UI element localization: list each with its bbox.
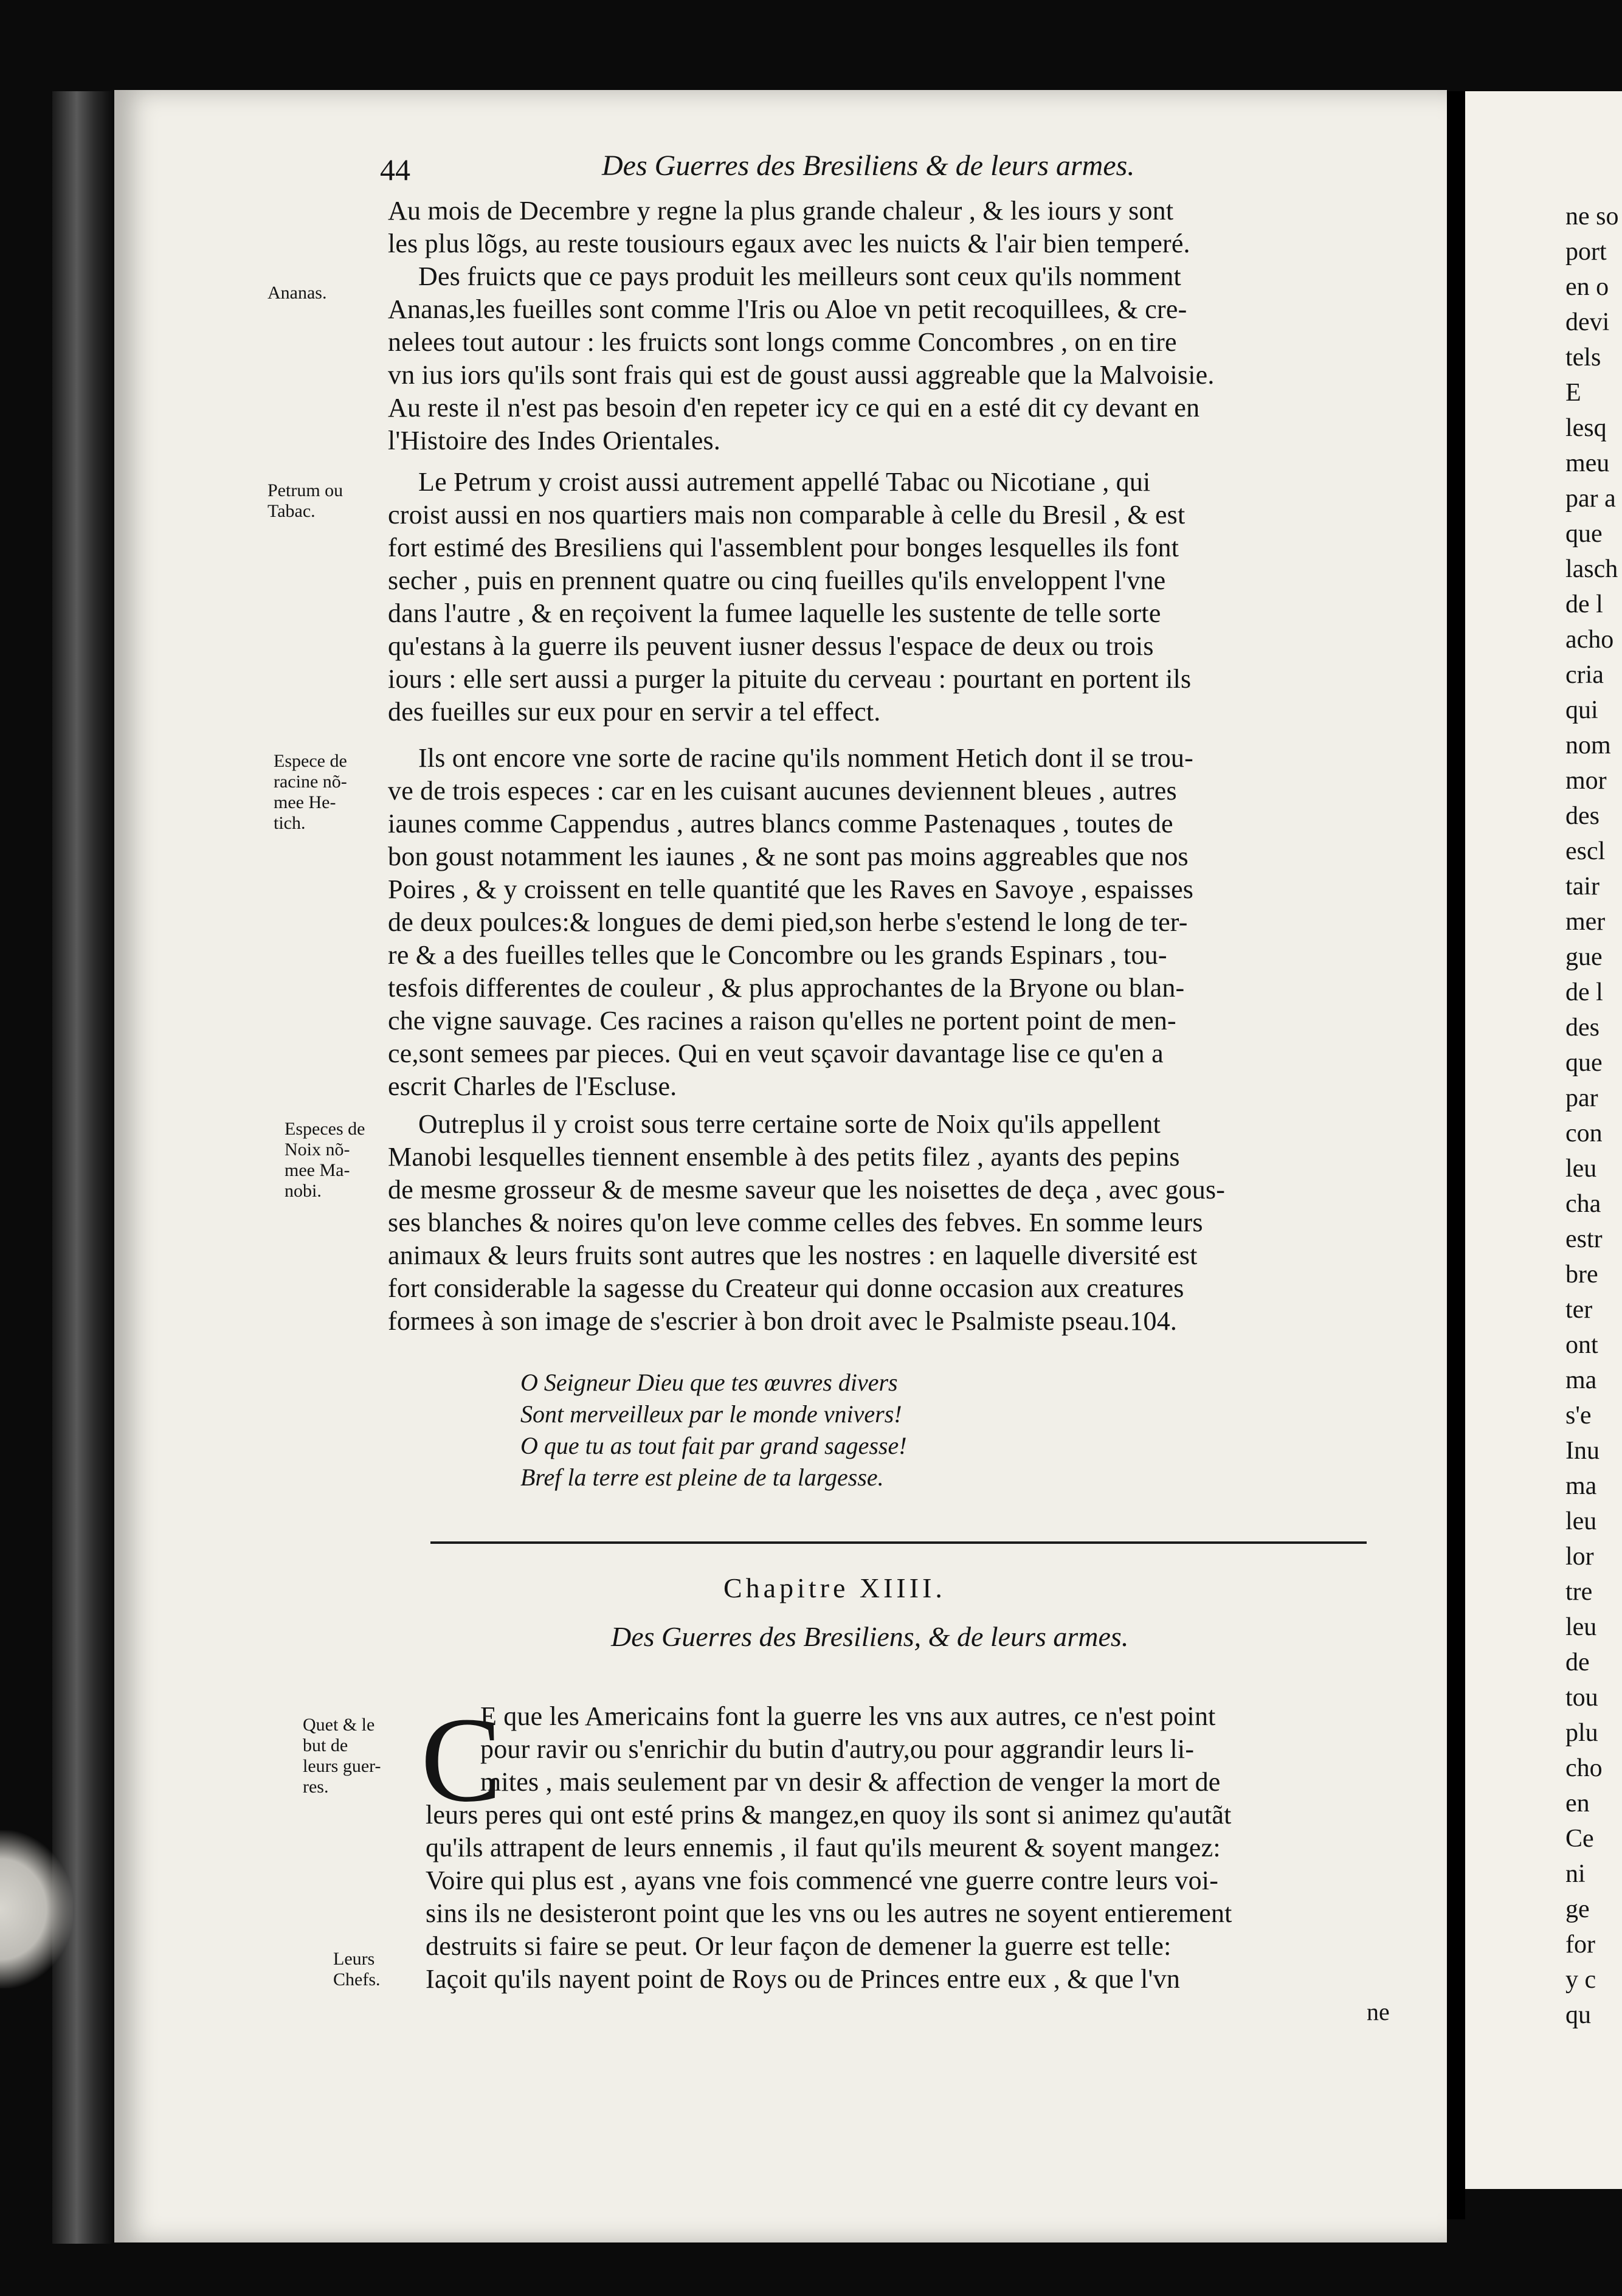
body-line: Ils ont encore vne sorte de racine qu'ils nomment Hetich dont il se trou- — [418, 743, 1193, 773]
facing-page-line: mer — [1565, 908, 1606, 936]
facing-page-line: gue — [1565, 943, 1603, 971]
body-line: iaunes comme Cappendus , autres blancs comme Pastenaques , toutes de — [388, 809, 1173, 839]
chapter-subtitle: Des Guerres des Bresiliens, & de leurs armes. — [611, 1621, 1129, 1652]
facing-page-line: estr — [1565, 1225, 1603, 1253]
verse-line: O Seigneur Dieu que tes œuvres divers — [520, 1369, 898, 1396]
facing-page-line: escl — [1565, 837, 1606, 865]
facing-page-line: devi — [1565, 308, 1610, 336]
facing-page-line: bre — [1565, 1260, 1598, 1288]
facing-page-line: tou — [1565, 1684, 1598, 1712]
facing-page-line: ni — [1565, 1860, 1586, 1888]
chapter-title: Chapitre XIIII. — [723, 1572, 946, 1603]
page-gutter — [1447, 91, 1465, 2219]
facing-page-line: tre — [1565, 1578, 1593, 1606]
margin-note-cause: Quet & le but de leurs guer- res. — [303, 1715, 381, 1797]
facing-page-line: qu — [1565, 2001, 1591, 2029]
catchword: ne — [1367, 1998, 1390, 2025]
facing-page-line: cha — [1565, 1190, 1601, 1218]
facing-page-line: meu — [1565, 449, 1610, 477]
facing-page-line: par — [1565, 1084, 1598, 1112]
body-line: nelees tout autour : les fruicts sont longs comme Concombres , on en tire — [388, 327, 1177, 357]
body-line: vn ius iors qu'ils sont frais qui est de goust aussi aggreable que la Malvoisie. — [388, 360, 1215, 390]
body-line: ce,sont semees par pieces. Qui en veut sçavoir davantage lise ce qu'en a — [388, 1039, 1164, 1068]
facing-page-line: des — [1565, 1014, 1600, 1042]
body-line: E que les Americains font la guerre les vns aux autres, ce n'est point — [480, 1701, 1216, 1731]
facing-page-line: acho — [1565, 626, 1614, 654]
facing-page-line: de l — [1565, 590, 1603, 618]
body-line: Ananas,les fueilles sont comme l'Iris ou Aloe vn petit recoquillees, & cre- — [388, 294, 1187, 324]
facing-page-line: que — [1565, 520, 1603, 548]
facing-page-line: leu — [1565, 1507, 1597, 1535]
body-line: Poires , & y croissent en telle quantité que les Raves en Savoye , espaisses — [388, 874, 1194, 904]
facing-page-line: y c — [1565, 1966, 1596, 1994]
body-line: fort estimé des Bresiliens qui l'assemblent pour bonges lesquelles ils font — [388, 533, 1179, 562]
body-line: Des fruicts que ce pays produit les meilleurs sont ceux qu'ils nomment — [418, 261, 1181, 291]
body-line: iours : elle sert aussi a purger la pituite du cerveau : pourtant en portent ils — [388, 664, 1192, 694]
facing-page-line: ont — [1565, 1331, 1598, 1359]
running-head: Des Guerres des Bresiliens & de leurs armes. — [602, 150, 1135, 182]
body-line: mites , mais seulement par vn desir & affection de venger la mort de — [480, 1767, 1221, 1797]
body-line: escrit Charles de l'Escluse. — [388, 1071, 677, 1101]
facing-page-line: cria — [1565, 661, 1604, 689]
body-line: che vigne sauvage. Ces racines a raison qu'elles ne portent point de men- — [388, 1006, 1176, 1036]
facing-page-line: en — [1565, 1789, 1590, 1817]
facing-page-line: E — [1565, 379, 1581, 407]
facing-page-line: s'e — [1565, 1402, 1592, 1430]
facing-page-line: de l — [1565, 978, 1603, 1006]
body-line: leurs peres qui ont esté prins & mangez,en quoy ils sont si animez qu'autãt — [426, 1800, 1232, 1830]
verse-line: O que tu as tout fait par grand sagesse! — [520, 1432, 907, 1459]
facing-page-line: tels — [1565, 344, 1601, 372]
body-line: dans l'autre , & en reçoivent la fumee laquelle les sustente de telle sorte — [388, 598, 1161, 628]
torn-page-edge — [0, 1830, 73, 1988]
chapter-divider-rule — [430, 1541, 1367, 1544]
body-line: Au mois de Decembre y regne la plus grande chaleur , & les iours y sont — [388, 196, 1174, 226]
facing-page-line: ge — [1565, 1895, 1590, 1923]
body-line: sins ils ne desisteront point que les vns ou les autres ne soyent entierement — [426, 1898, 1232, 1928]
body-line: fort considerable la sagesse du Createur qui donne occasion aux creatures — [388, 1273, 1184, 1303]
body-line: pour ravir ou s'enrichir du butin d'autry,ou pour aggrandir leurs li- — [480, 1734, 1195, 1764]
margin-note-chefs: Leurs Chefs. — [333, 1949, 381, 1990]
facing-page-line: lor — [1565, 1543, 1594, 1571]
body-line: des fueilles sur eux pour en servir a tel effect. — [388, 697, 881, 727]
facing-page-line: leu — [1565, 1155, 1597, 1183]
facing-page-line: tair — [1565, 873, 1600, 901]
margin-note-manobi: Especes de Noix nõ- mee Ma- nobi. — [285, 1119, 365, 1201]
facing-page-line: des — [1565, 802, 1600, 830]
facing-page-fragment — [1465, 91, 1622, 2189]
facing-page-line: nom — [1565, 731, 1611, 759]
body-line: Le Petrum y croist aussi autrement appellé Tabac ou Nicotiane , qui — [418, 467, 1151, 497]
margin-note-ananas: Ananas. — [267, 283, 327, 303]
facing-page-line: Inu — [1565, 1437, 1600, 1465]
body-line: Voire qui plus est , ayans vne fois commencé vne guerre contre leurs voi- — [426, 1866, 1219, 1895]
body-line: de deux poulces:& longues de demi pied,son herbe s'estend le long de ter- — [388, 907, 1188, 937]
body-line: Manobi lesquelles tiennent ensemble à des petits filez , ayants des pepins — [388, 1142, 1180, 1172]
verse-line: Bref la terre est pleine de ta largesse. — [520, 1464, 884, 1491]
body-line: secher , puis en prennent quatre ou cinq fueilles qu'ils enveloppent l'vne — [388, 565, 1166, 595]
facing-page-line: plu — [1565, 1719, 1598, 1747]
facing-page-line: for — [1565, 1931, 1595, 1959]
facing-page-line: lesq — [1565, 414, 1607, 442]
body-line: croist aussi en nos quartiers mais non comparable à celle du Bresil , & est — [388, 500, 1185, 530]
body-line: ve de trois especes : car en les cuisant aucunes deviennent bleues , autres — [388, 776, 1177, 806]
margin-note-hetich: Espece de racine nõ- mee He- tich. — [274, 751, 347, 833]
facing-page-line: Ce — [1565, 1825, 1594, 1853]
body-line: tesfois differentes de couleur , & plus approchantes de la Bryone ou blan- — [388, 973, 1185, 1003]
body-line: Outreplus il y croist sous terre certaine sorte de Noix qu'ils appellent — [418, 1109, 1161, 1139]
margin-note-petrum: Petrum ou Tabac. — [267, 480, 343, 521]
body-line: ses blanches & noires qu'on leve comme celles des febves. En somme leurs — [388, 1208, 1203, 1237]
facing-page-line: que — [1565, 1049, 1603, 1077]
facing-page-line: de — [1565, 1648, 1590, 1676]
facing-page-line: leu — [1565, 1613, 1597, 1641]
body-line: qu'estans à la guerre ils peuvent iusner dessus l'espace de deux ou trois — [388, 631, 1154, 661]
body-line: destruits si faire se peut. Or leur façon de demener la guerre est telle: — [426, 1931, 1172, 1961]
facing-page-line: ma — [1565, 1472, 1597, 1500]
body-line: l'Histoire des Indes Orientales. — [388, 426, 721, 455]
facing-page-line: mor — [1565, 767, 1607, 795]
body-line: de mesme grosseur & de mesme saveur que les noisettes de deça , avec gous- — [388, 1175, 1226, 1205]
body-line: bon goust notamment les iaunes , & ne sont pas moins aggreables que nos — [388, 842, 1189, 871]
body-line: les plus lõgs, au reste tousiours egaux avec les nuicts & l'air bien temperé. — [388, 229, 1190, 258]
body-line: qu'ils attrapent de leurs ennemis , il faut qu'ils meurent & soyent mangez: — [426, 1833, 1221, 1862]
page-number: 44 — [380, 153, 410, 187]
body-line: re & a des fueilles telles que le Concombre ou les grands Espinars , tou- — [388, 940, 1167, 970]
facing-page-line: port — [1565, 238, 1607, 266]
drop-cap: C — [421, 1693, 502, 1827]
facing-page-line: ma — [1565, 1366, 1597, 1394]
facing-page-line: ter — [1565, 1296, 1593, 1324]
facing-page-line: par a — [1565, 485, 1616, 513]
body-line: Iaçoit qu'ils nayent point de Roys ou de Princes entre eux , & que l'vn — [426, 1964, 1181, 1994]
facing-page-line: qui — [1565, 696, 1598, 724]
facing-page-line: ne so — [1565, 202, 1619, 230]
facing-page-line: lasch — [1565, 555, 1618, 583]
body-line: animaux & leurs fruits sont autres que les nostres : en laquelle diversité est — [388, 1240, 1198, 1270]
verse-line: Sont merveilleux par le monde vnivers! — [520, 1400, 902, 1428]
facing-page-line: en o — [1565, 273, 1609, 301]
body-line: formees à son image de s'escrier à bon droit avec le Psalmiste pseau.104. — [388, 1306, 1178, 1336]
facing-page-line: con — [1565, 1119, 1603, 1147]
facing-page-line: cho — [1565, 1754, 1603, 1782]
body-line: Au reste il n'est pas besoin d'en repeter icy ce qui en a esté dit cy devant en — [388, 393, 1200, 423]
